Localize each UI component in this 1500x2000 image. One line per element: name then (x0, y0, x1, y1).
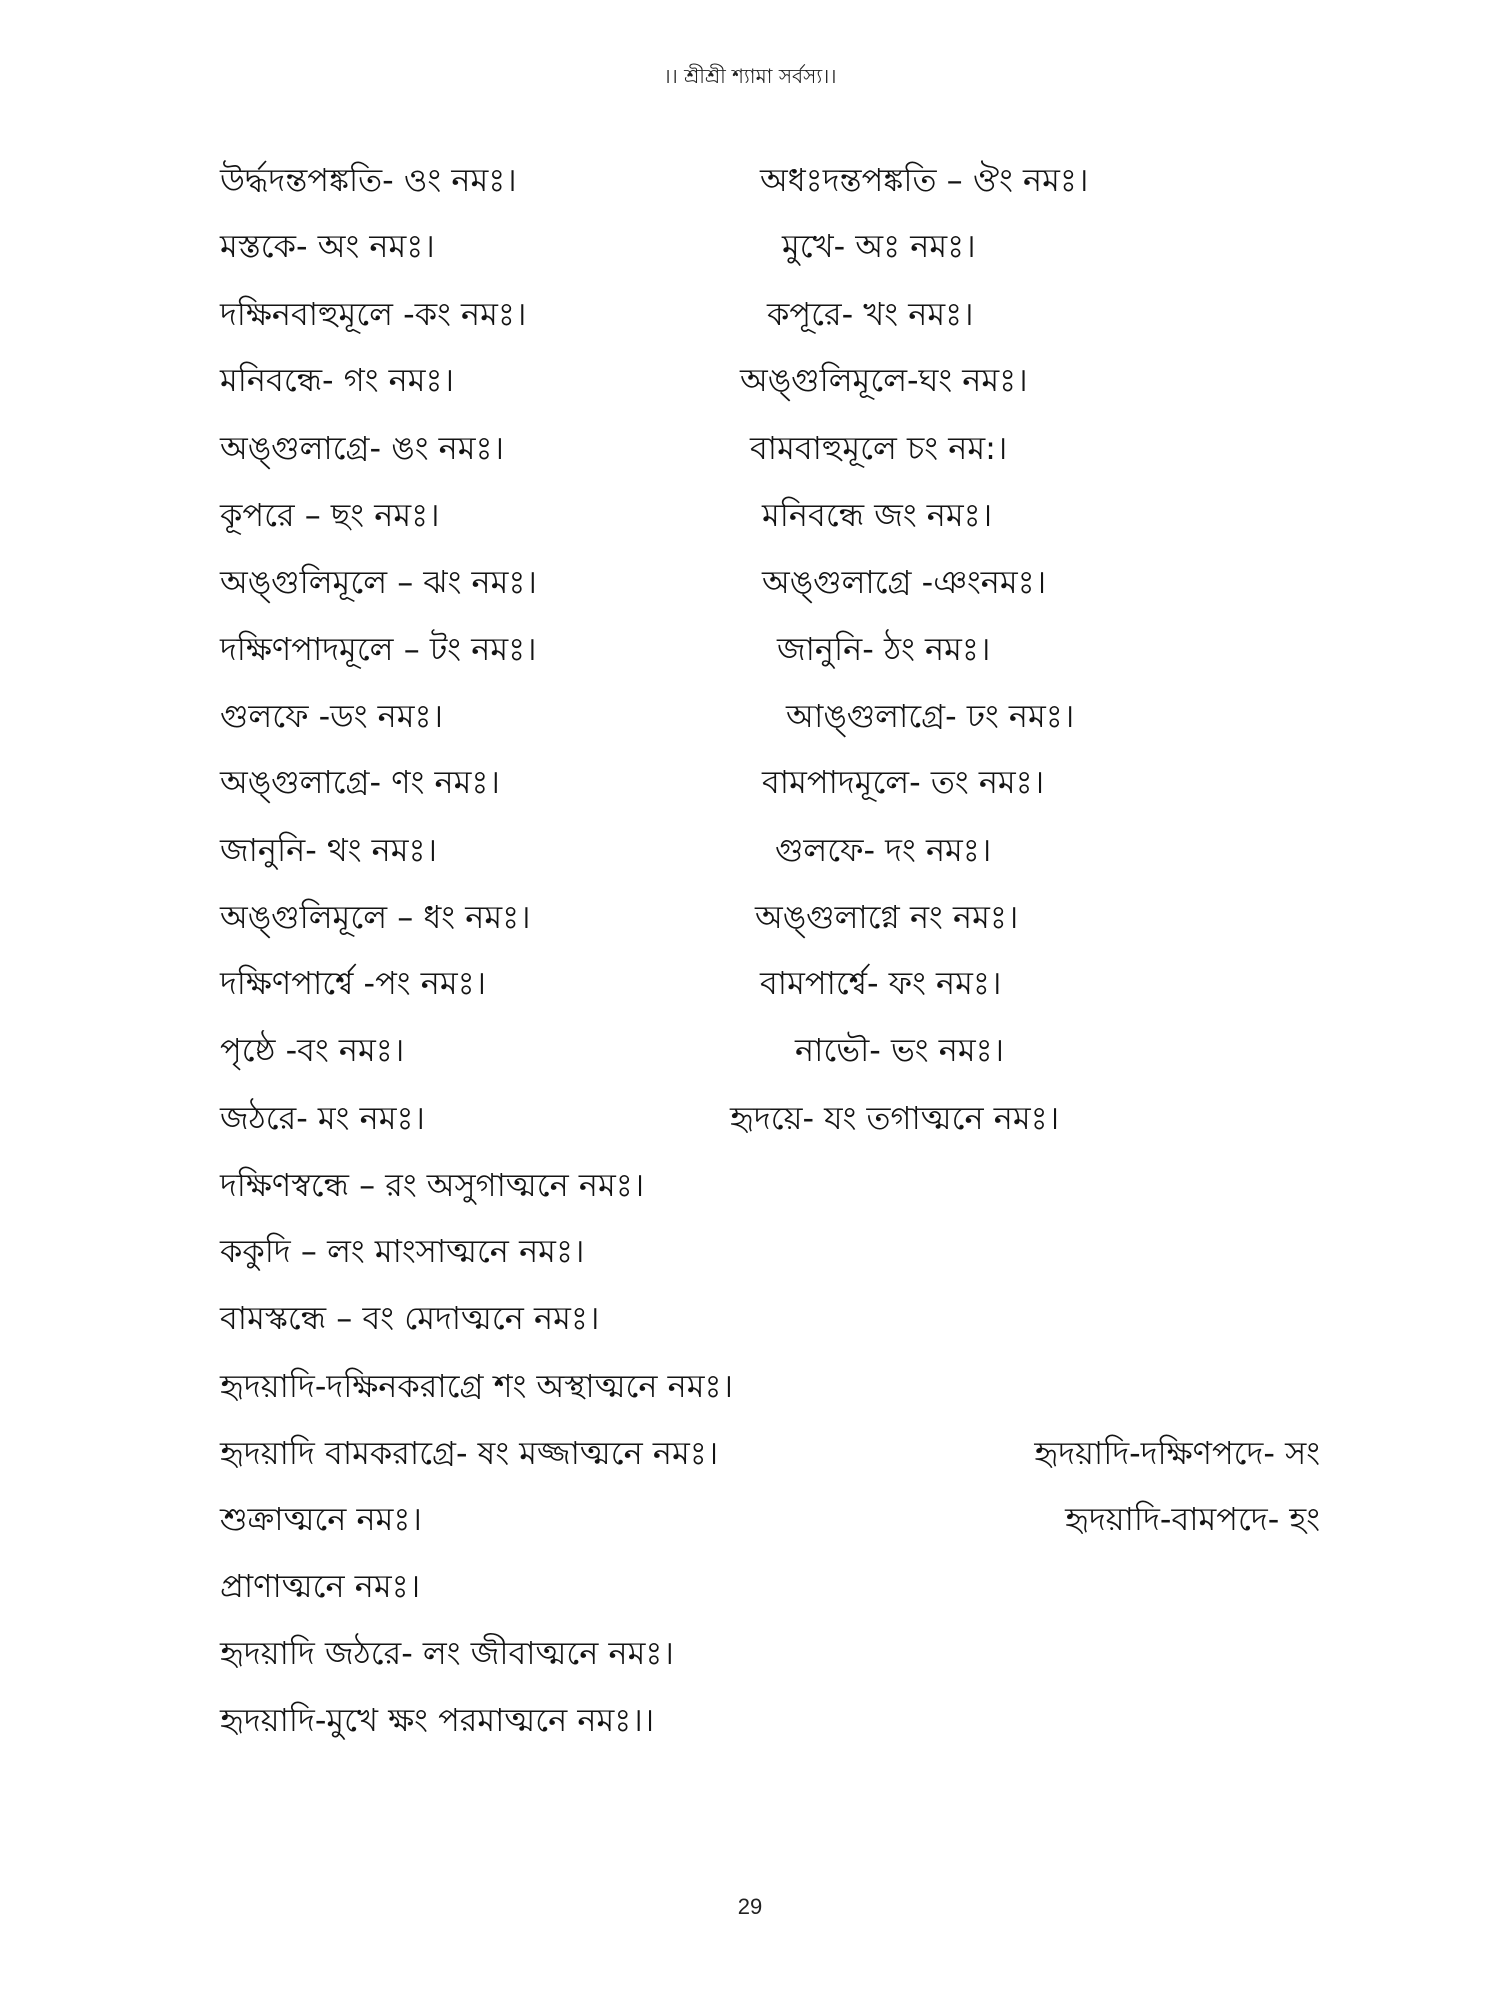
right-line: অঙ্গুলাগ্নে নং নমঃ। (755, 898, 1019, 936)
full-line: বামস্কন্ধে – বং মেদাত্মনে নমঃ। (220, 1299, 600, 1337)
text-row (0, 490, 1500, 540)
right-line: নাভৌ- ভং নমঃ। (795, 1031, 1005, 1069)
text-row (0, 557, 1500, 607)
full-line: ককুদি – লং মাংসাত্মনে নমঃ। (220, 1232, 585, 1270)
right-line: অধঃদন্তপঙ্কতি – ঔং নমঃ। (760, 161, 1089, 199)
left-line: মনিবন্ধে- গং নমঃ। (220, 361, 455, 399)
text-row (0, 1226, 1500, 1276)
right-line: মুখে- অঃ নমঃ। (782, 227, 976, 265)
right-line: হৃদয়ে- যং তগাত্মনে নমঃ। (730, 1099, 1060, 1137)
text-row (0, 1025, 1500, 1075)
text-row (0, 757, 1500, 807)
text-row (0, 1628, 1500, 1678)
right-line: হৃদয়াদি-বামপদে- হং (1065, 1500, 1320, 1538)
left-line: শুক্রাত্মনে নমঃ। (220, 1500, 422, 1538)
left-line: জঠরে- মং নমঃ। (220, 1099, 425, 1137)
text-row (0, 1361, 1500, 1411)
right-line: হৃদয়াদি-দক্ষিণপদে- সং (1034, 1434, 1320, 1472)
text-row (0, 1695, 1500, 1745)
right-line: অঙ্গুলিমূলে-ঘং নমঃ। (740, 361, 1028, 399)
left-line: দক্ষিনবাহুমূলে -কং নমঃ। (220, 295, 527, 333)
left-line: হৃদয়াদি বামকরাগ্রে- ষং মজ্জাত্মনে নমঃ। (220, 1434, 719, 1472)
left-line: অঙ্গুলিমূলে – ধং নমঃ। (220, 898, 531, 936)
full-line: হৃদয়াদি-দক্ষিনকরাগ্রে শং অস্থাত্মনে নমঃ। (220, 1367, 734, 1405)
right-line: অঙ্গুলাগ্রে -ঞংনমঃ। (762, 563, 1047, 601)
left-line: গুলফে -ডং নমঃ। (220, 697, 444, 735)
text-row (0, 155, 1500, 205)
text-row (0, 1494, 1500, 1544)
left-line: পৃষ্ঠে -বং নমঃ। (220, 1031, 405, 1069)
text-row (0, 289, 1500, 339)
text-row (0, 423, 1500, 473)
left-line: উর্দ্ধদন্তপঙ্কতি- ওং নমঃ। (220, 161, 517, 199)
right-line: বামবাহুমূলে চং নম:। (750, 429, 1008, 467)
text-row (0, 1093, 1500, 1143)
left-line: মস্তকে- অং নমঃ। (220, 227, 435, 265)
right-line: আঙ্গুলাগ্রে- ঢং নমঃ। (786, 697, 1075, 735)
text-row (0, 624, 1500, 674)
text-row (0, 825, 1500, 875)
full-line: প্রাণাত্মনে নমঃ। (220, 1567, 421, 1605)
right-line: গুলফে- দং নমঃ। (775, 831, 992, 869)
text-row (0, 355, 1500, 405)
right-line: বামপাদমূলে- তং নমঃ। (762, 763, 1045, 801)
left-line: অঙ্গুলাগ্রে- ঙং নমঃ। (220, 429, 505, 467)
left-line: অঙ্গুলাগ্রে- ণং নমঃ। (220, 763, 500, 801)
right-line: কপূরে- খং নমঃ। (767, 295, 974, 333)
text-row (0, 221, 1500, 271)
left-line: দক্ষিণপার্শ্বে -পং নমঃ। (220, 964, 487, 1002)
text-row (0, 691, 1500, 741)
left-line: জানুনি- থং নমঃ। (220, 831, 438, 869)
right-line: বামপার্শ্বে- ফং নমঃ। (760, 964, 1002, 1002)
text-row (0, 1293, 1500, 1343)
full-line: হৃদয়াদি জঠরে- লং জীবাত্মনে নমঃ। (220, 1634, 674, 1672)
full-line: দক্ষিণস্বন্ধে – রং অসুগাত্মনে নমঃ। (220, 1166, 645, 1204)
text-row (0, 1561, 1500, 1611)
left-line: কূপরে – ছং নমঃ। (220, 496, 440, 534)
text-row (0, 892, 1500, 942)
running-header: ।। শ্রীশ্রী শ্যামা সর্বস্য।। (663, 64, 837, 88)
left-line: অঙ্গুলিমূলে – ঝং নমঃ। (220, 563, 537, 601)
text-row (0, 1428, 1500, 1478)
text-row (0, 958, 1500, 1008)
right-line: মনিবন্ধে জং নমঃ। (762, 496, 993, 534)
page-number: 29 (737, 1894, 763, 1919)
text-row (0, 1160, 1500, 1210)
right-line: জানুনি- ঠং নমঃ। (777, 630, 991, 668)
full-line: হৃদয়াদি-মুখে ক্ষং পরমাত্মনে নমঃ।। (220, 1701, 655, 1739)
left-line: দক্ষিণপাদমূলে – টং নমঃ। (220, 630, 537, 668)
